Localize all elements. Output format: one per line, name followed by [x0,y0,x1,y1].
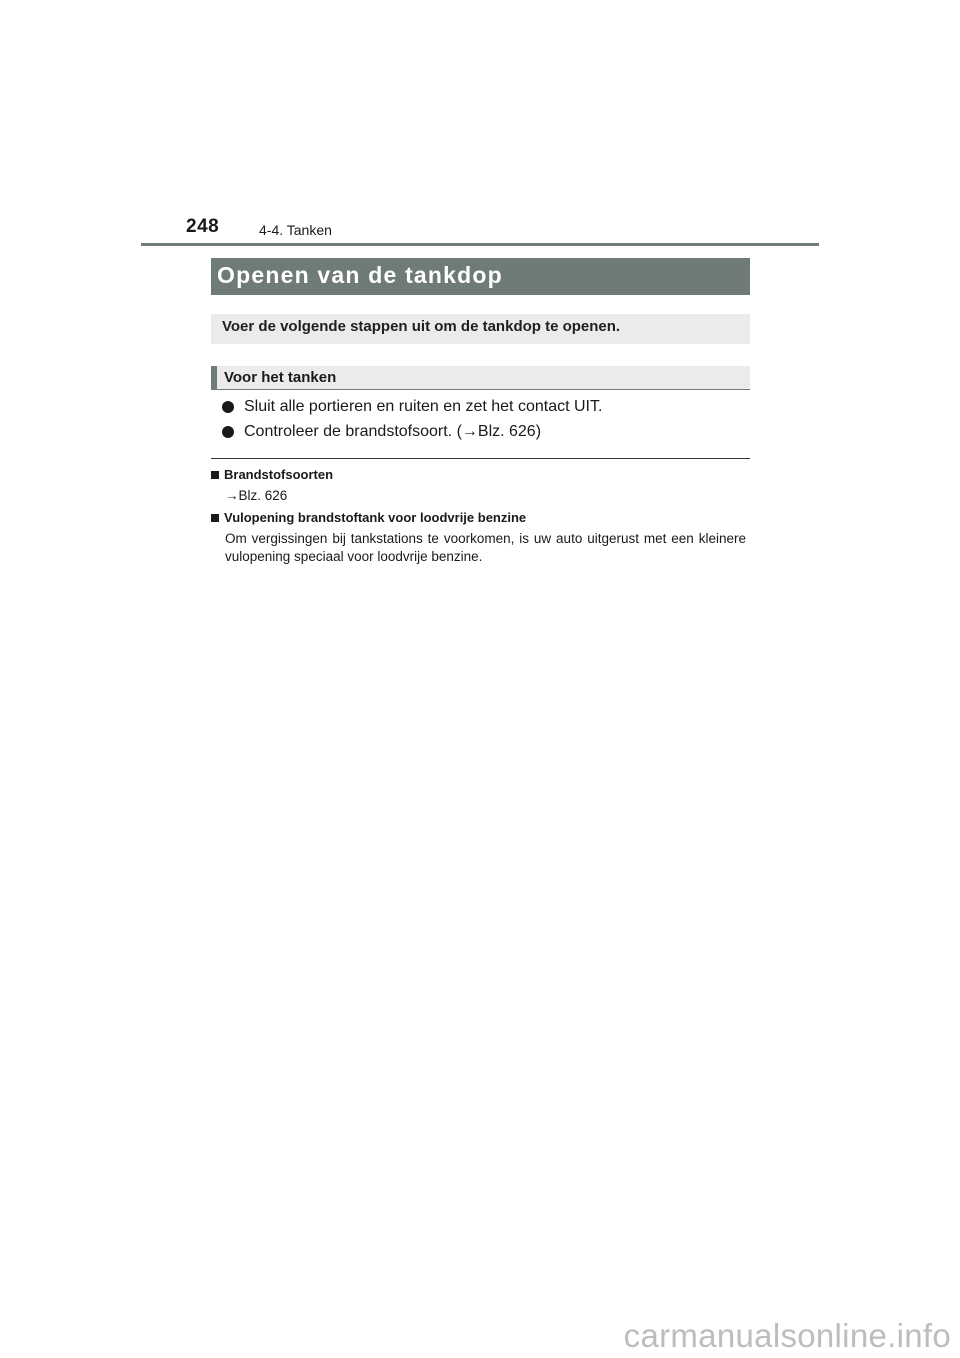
note-reference: Blz. 626 [238,488,288,503]
header-rule [141,243,819,246]
bullet-item [222,398,602,416]
note-text [225,487,287,505]
square-bullet-icon [211,514,219,522]
note-heading [211,467,333,482]
bullet-dot-icon [222,401,234,413]
note-text: Om vergissingen bij tankstations te voorkomen, is uw auto uitgerust met een kleinere vulopening speciaal voor loodvrije benzine. [225,531,746,564]
bullet-text: Controleer de brandstofsoort. ( [244,423,462,440]
page-title: Openen van de tankdop [211,258,750,295]
arrow-icon: → [225,488,239,503]
bullet-text-ref: Blz. 626) [477,423,542,440]
note-heading [211,510,526,525]
bullet-dot-icon [222,426,234,438]
section-reference: 4-4. Tanken [259,222,332,238]
page-number: 248 [186,216,220,237]
arrow-icon: → [461,423,478,440]
square-bullet-icon [211,471,219,479]
note-heading-text: Vulopening brandstoftank voor loodvrije benzine [224,510,527,525]
bullet-text: Sluit alle portieren en ruiten en zet het contact UIT. [244,398,603,415]
subsection-heading: Voor het tanken [211,366,750,390]
divider [211,458,750,459]
bullet-item [222,423,541,441]
watermark: carmanualsonline.info [623,1317,951,1354]
intro-box: Voer de volgende stappen uit om de tankdop te openen. [211,314,750,344]
note-heading-text: Brandstofsoorten [224,467,334,482]
